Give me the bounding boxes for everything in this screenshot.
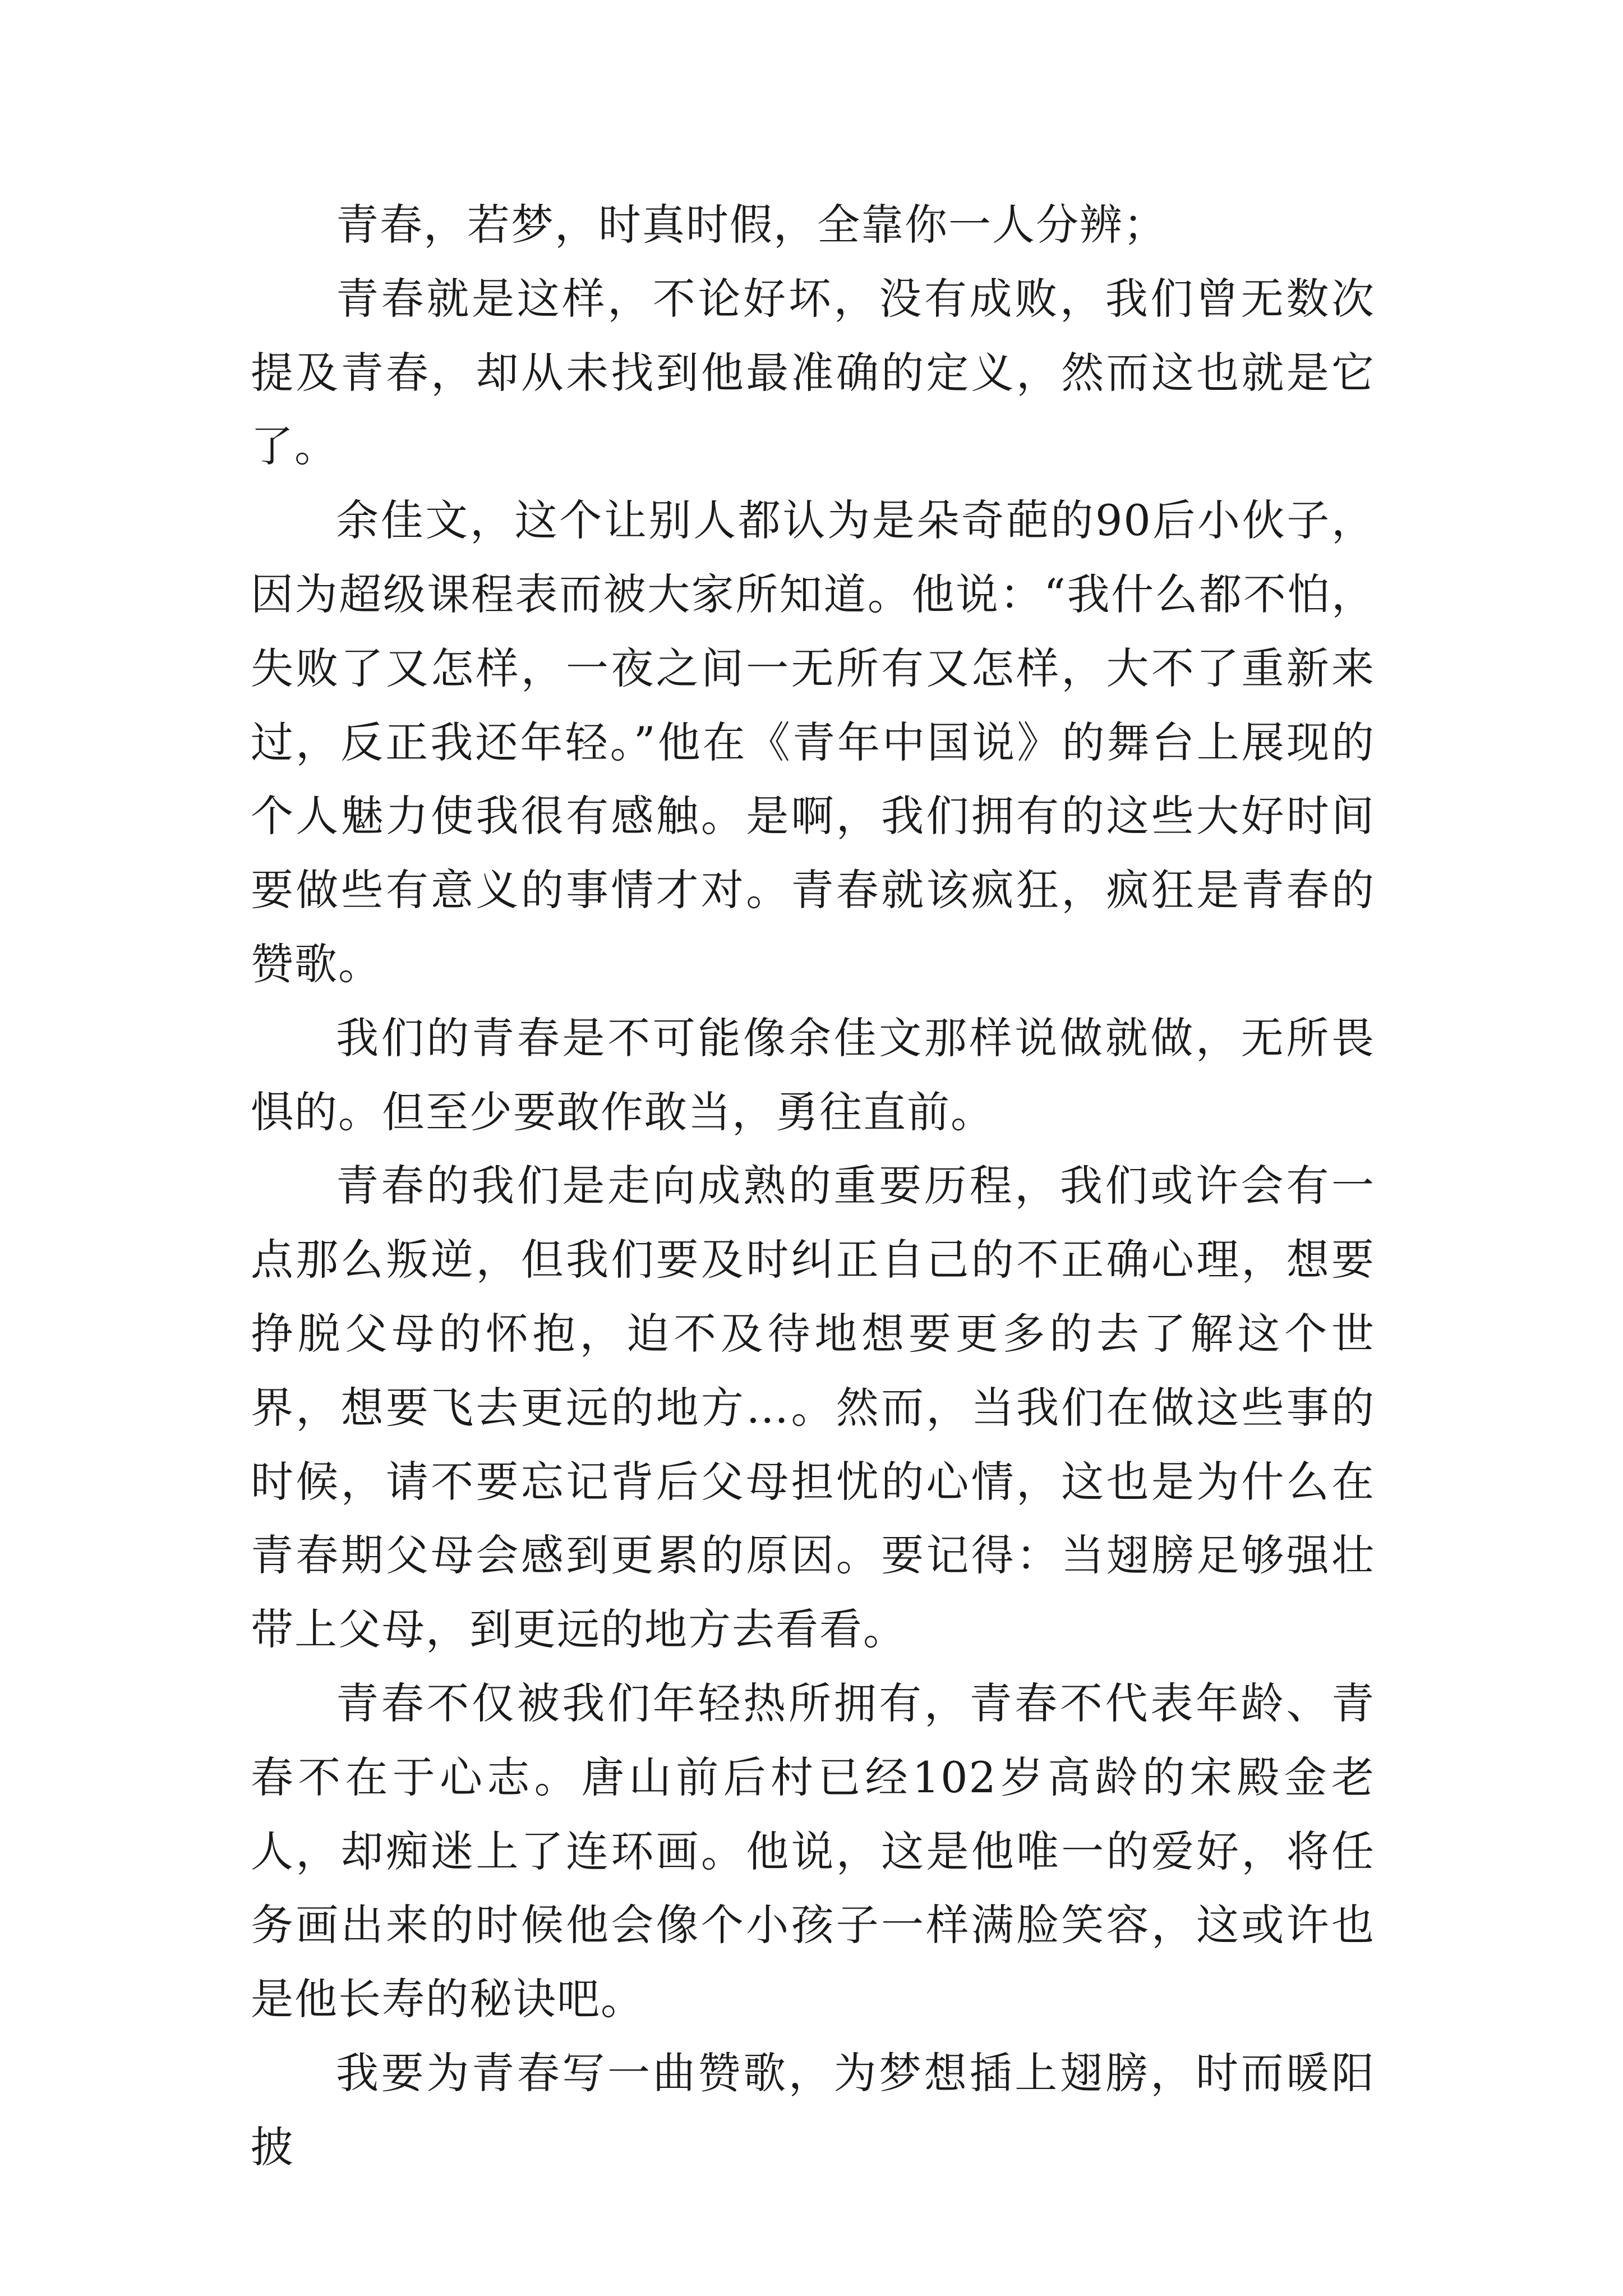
paragraph: 我要为青春写一曲赞歌，为梦想插上翅膀，时而暖阳披 — [251, 2047, 1375, 2172]
paragraph: 青春，若梦，时真时假，全靠你一人分辨； — [336, 200, 1167, 250]
paragraph: 青春不仅被我们年轻热所拥有，青春不代表年龄、青春不在于心志。唐山前后村已经102岁高龄的宋殿金老人，却痴迷上了连环画。他说，这是他唯一的爱好，将任务画出来的时候他会像个小孩子一样满脸笑容，这或许也是他长寿的秘诀吧。 — [251, 1678, 1375, 2024]
body-text — [251, 188, 1375, 2184]
paragraph: 青春的我们是走向成熟的重要历程，我们或许会有一点那么叛逆，但我们要及时纠正自己的不正确心理，想要挣脱父母的怀抱，迫不及待地想要更多的去了解这个世界，想要飞去更远的地方…。然而，当我们在做这些事的时候，请不要忘记背后父母担忧的心情，这也是为什么在青春期父母会感到更累的原因。要记得：当翅膀足够强壮带上父母，到更远的地方去看看。 — [251, 1161, 1375, 1655]
paragraph: 我们的青春是不可能像余佳文那样说做就做，无所畏惧的。但至少要敢作敢当，勇往直前。 — [251, 1013, 1375, 1137]
paragraph: 余佳文，这个让别人都认为是朵奇葩的90后小伙子，因为超级课程表而被大家所知道。他说：“我什么都不怕，失败了又怎样，一夜之间一无所有又怎样，大不了重新来过，反正我还年轻。”他在《青年中国说》的舞台上展现的个人魅力使我很有感触。是啊，我们拥有的这些大好时间要做些有意义的事情才对。青春就该疯狂，疯狂是青春的赞歌。 — [251, 495, 1375, 989]
paragraph: 青春就是这样，不论好坏，没有成败，我们曾无数次提及青春，却从未找到他最准确的定义，然而这也就是它了。 — [251, 273, 1375, 472]
